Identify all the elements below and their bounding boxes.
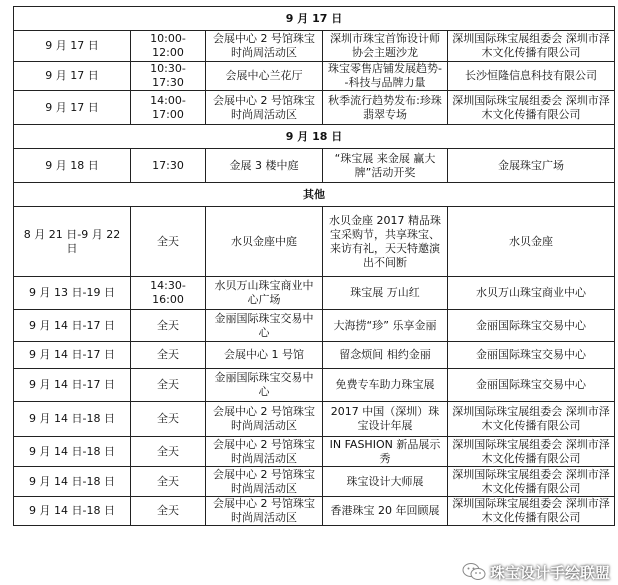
venue-cell: 会展中心 2 号馆珠宝时尚周活动区 xyxy=(206,402,323,437)
date-cell: 9 月 14 日-17 日 xyxy=(14,369,131,402)
section-title: 其他 xyxy=(14,183,615,207)
table-row xyxy=(14,437,615,467)
event-cell: 香港珠宝 20 年回顾展 xyxy=(323,497,448,526)
time-cell: 14:30-16:00 xyxy=(131,277,206,310)
date-cell: 9 月 14 日-18 日 xyxy=(14,437,131,467)
org-cell: 深圳国际珠宝展组委会 深圳市泽木文化传播有限公司 xyxy=(448,467,615,497)
event-cell: 珠宝展 万山红 xyxy=(323,277,448,310)
venue-cell: 金展 3 楼中庭 xyxy=(206,149,323,183)
time-cell: 全天 xyxy=(131,437,206,467)
org-cell: 长沙恒隆信息科技有限公司 xyxy=(448,62,615,91)
venue-cell: 金丽国际珠宝交易中心 xyxy=(206,369,323,402)
table-row xyxy=(14,91,615,125)
table-row xyxy=(14,207,615,277)
venue-cell: 会展中心 2 号馆珠宝时尚周活动区 xyxy=(206,437,323,467)
time-cell: 10:30-17:30 xyxy=(131,62,206,91)
table-row xyxy=(14,310,615,342)
date-cell: 9 月 14 日-18 日 xyxy=(14,402,131,437)
org-cell: 深圳国际珠宝展组委会 深圳市泽木文化传播有限公司 xyxy=(448,402,615,437)
section-header-row xyxy=(14,183,615,207)
date-cell: 9 月 17 日 xyxy=(14,91,131,125)
venue-cell: 金丽国际珠宝交易中心 xyxy=(206,310,323,342)
time-cell: 全天 xyxy=(131,497,206,526)
event-cell: IN FASHION 新品展示秀 xyxy=(323,437,448,467)
section-header-row xyxy=(14,7,615,31)
event-cell: 珠宝零售店铺发展趋势--科技与品牌力量 xyxy=(323,62,448,91)
watermark-text: 珠宝设计手绘联盟 xyxy=(489,563,610,582)
time-cell: 全天 xyxy=(131,342,206,369)
time-cell: 全天 xyxy=(131,369,206,402)
org-cell: 金展珠宝广场 xyxy=(448,149,615,183)
watermark xyxy=(462,561,610,583)
table-row xyxy=(14,342,615,369)
time-cell: 10:00-12:00 xyxy=(131,31,206,62)
date-cell: 9 月 13 日-19 日 xyxy=(14,277,131,310)
venue-cell: 水贝金座中庭 xyxy=(206,207,323,277)
event-cell: 深圳市珠宝首饰设计师协会主题沙龙 xyxy=(323,31,448,62)
section-title: 9 月 18 日 xyxy=(14,125,615,149)
date-cell: 9 月 14 日-18 日 xyxy=(14,497,131,526)
venue-cell: 会展中心 2 号馆珠宝时尚周活动区 xyxy=(206,31,323,62)
event-cell: 大海捞“珍” 乐享金丽 xyxy=(323,310,448,342)
time-cell: 全天 xyxy=(131,467,206,497)
venue-cell: 会展中心 2 号馆珠宝时尚周活动区 xyxy=(206,91,323,125)
date-cell: 9 月 18 日 xyxy=(14,149,131,183)
date-cell: 8 月 21 日-9 月 22 日 xyxy=(14,207,131,277)
event-cell: 水贝金座 2017 精品珠宝采购节，共享珠宝、来访有礼，天天特邀演出不间断 xyxy=(323,207,448,277)
org-cell: 水贝金座 xyxy=(448,207,615,277)
org-cell: 深圳国际珠宝展组委会 深圳市泽木文化传播有限公司 xyxy=(448,497,615,526)
org-cell: 水贝万山珠宝商业中心 xyxy=(448,277,615,310)
table-row xyxy=(14,369,615,402)
table-row xyxy=(14,62,615,91)
event-cell: “珠宝展 来金展 赢大牌”活动开奖 xyxy=(323,149,448,183)
table-row xyxy=(14,277,615,310)
wechat-icon xyxy=(462,562,486,582)
venue-cell: 会展中心兰花厅 xyxy=(206,62,323,91)
venue-cell: 会展中心 2 号馆珠宝时尚周活动区 xyxy=(206,497,323,526)
date-cell: 9 月 14 日-18 日 xyxy=(14,467,131,497)
org-cell: 金丽国际珠宝交易中心 xyxy=(448,369,615,402)
schedule-table xyxy=(13,6,615,526)
table-row xyxy=(14,467,615,497)
section-title: 9 月 17 日 xyxy=(14,7,615,31)
org-cell: 金丽国际珠宝交易中心 xyxy=(448,342,615,369)
table-row xyxy=(14,149,615,183)
event-cell: 珠宝设计大师展 xyxy=(323,467,448,497)
org-cell: 深圳国际珠宝展组委会 深圳市泽木文化传播有限公司 xyxy=(448,31,615,62)
time-cell: 17:30 xyxy=(131,149,206,183)
date-cell: 9 月 17 日 xyxy=(14,62,131,91)
org-cell: 金丽国际珠宝交易中心 xyxy=(448,310,615,342)
time-cell: 全天 xyxy=(131,207,206,277)
section-header-row xyxy=(14,125,615,149)
venue-cell: 水贝万山珠宝商业中心广场 xyxy=(206,277,323,310)
event-cell: 秋季流行趋势发布:珍珠翡翠专场 xyxy=(323,91,448,125)
org-cell: 深圳国际珠宝展组委会 深圳市泽木文化传播有限公司 xyxy=(448,437,615,467)
event-cell: 留念烦间 相约金丽 xyxy=(323,342,448,369)
time-cell: 全天 xyxy=(131,402,206,437)
table-row xyxy=(14,402,615,437)
date-cell: 9 月 14 日-17 日 xyxy=(14,342,131,369)
date-cell: 9 月 17 日 xyxy=(14,31,131,62)
table-row xyxy=(14,31,615,62)
table-row xyxy=(14,497,615,526)
venue-cell: 会展中心 2 号馆珠宝时尚周活动区 xyxy=(206,467,323,497)
event-cell: 免费专车助力珠宝展 xyxy=(323,369,448,402)
time-cell: 14:00-17:00 xyxy=(131,91,206,125)
venue-cell: 会展中心 1 号馆 xyxy=(206,342,323,369)
org-cell: 深圳国际珠宝展组委会 深圳市泽木文化传播有限公司 xyxy=(448,91,615,125)
event-cell: 2017 中国（深圳）珠宝设计年展 xyxy=(323,402,448,437)
date-cell: 9 月 14 日-17 日 xyxy=(14,310,131,342)
time-cell: 全天 xyxy=(131,310,206,342)
